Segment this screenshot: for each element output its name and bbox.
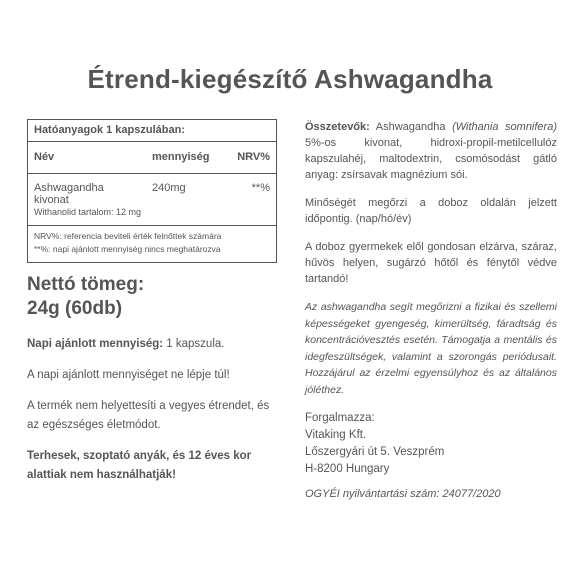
diet-warning: A termék nem helyettesíti a vegyes étrendet, és az egészséges életmódot. [27, 400, 270, 431]
withanolide-content: Withanolid tartalom: 12 mg [28, 206, 276, 226]
keep-away-text: A doboz gyermekek elől gondosan elzárva, száraz, hűvös helyen, sugárzó hőtől és fénytől védve tartandó! [305, 241, 557, 285]
ingredients-latin: (Withania somnifera) [452, 121, 557, 133]
product-title: Étrend-kiegészítő Ashwagandha [87, 64, 493, 94]
col-name: Név [34, 151, 55, 163]
table-columns [28, 142, 276, 174]
row-amount: 240mg [152, 182, 186, 194]
ingredients-label: Összetevők: [305, 121, 370, 133]
col-amount: mennyiség [152, 151, 210, 163]
ingredients-t1: Ashwagandha [369, 121, 446, 133]
daily-dose-value: 1 kapszula. [163, 338, 225, 350]
storage-text: Minőségét megőrzi a doboz oldalán jelzett időpontig. (nap/hó/év) [305, 197, 557, 225]
pregnancy-warning: Terhesek, szoptató anyák, és 12 éves kor alattiak nem használhatják! [27, 450, 252, 481]
row-nrv: **% [251, 182, 270, 194]
table-footnotes [28, 226, 276, 262]
table-header: Hatóanyagok 1 kapszulában: [28, 120, 276, 142]
dose-warning: A napi ajánlott mennyiséget ne lépje túl! [27, 369, 230, 381]
footnote-nrv: NRV%: referencia beviteli érték felnőttek számára [34, 231, 222, 241]
left-column [27, 119, 277, 485]
daily-dose [27, 335, 277, 354]
ingredients-t2: 5%-os kivonat, hidroxi-propil-metilcellulóz kapszulahéj, maltodextrin, csomósodást gátló anyag: zsírsavak magnézium sói. [305, 137, 557, 181]
table-row [28, 174, 276, 206]
distributor-label: Forgalmazza: [305, 412, 375, 424]
registration-number: OGYÉI nyilvántartási szám: 24077/2020 [305, 488, 501, 500]
daily-dose-label: Napi ajánlott mennyiség: [27, 338, 164, 350]
net-weight-value: 24g (60db) [27, 298, 123, 319]
net-weight-label: Nettó tömeg: [27, 274, 145, 295]
distributor-name: Vitaking Kft. [305, 429, 367, 441]
row-name [34, 182, 152, 206]
ingredients-table [27, 119, 277, 263]
health-claims: Az ashwagandha segít megőrizni a fizikai és szellemi képességeket gyengeség, kimerültség, fáradtság és koncentrációvesztés esetén. Támogatja a mentális és idegfeszültségek, valamint a szorongás periódusait. Hozzájárul az érzelmi egyensúlyhoz és az általános jóléthez. [305, 301, 557, 396]
row-name-line2: kivonat [34, 194, 69, 206]
right-column [305, 119, 557, 500]
net-weight [27, 273, 277, 321]
row-name-line1: Ashwagandha [34, 182, 104, 194]
distributor [305, 410, 557, 478]
distributor-street: Lőszergyári út 5. Veszprém [305, 446, 445, 458]
distributor-city: H-8200 Hungary [305, 463, 390, 475]
footnote-undefined: **%: napi ajánlott mennyiség nincs meghatározva [34, 244, 221, 254]
col-nrv: NRV% [237, 151, 270, 163]
ingredients-text [305, 119, 557, 183]
